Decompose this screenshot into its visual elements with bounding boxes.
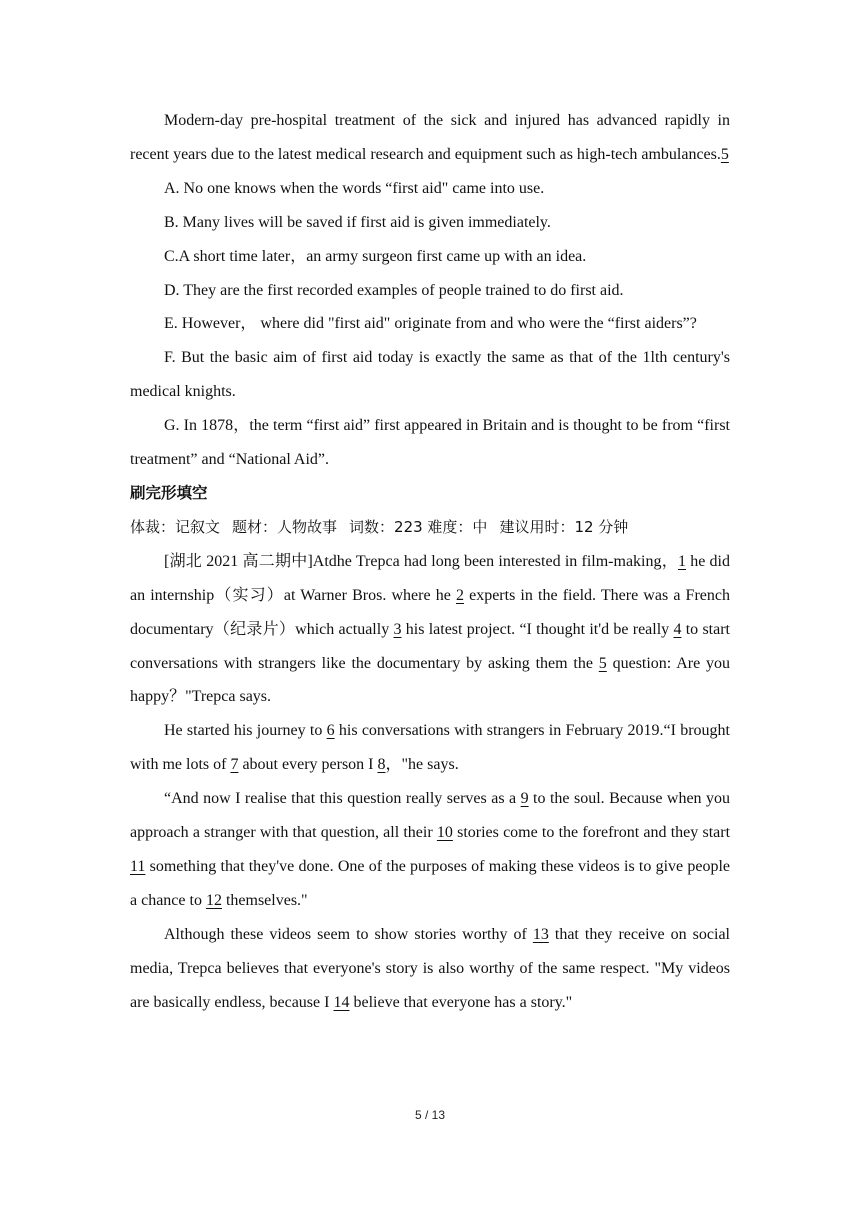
blank-number: 11: [130, 857, 146, 875]
blank-number: 7: [230, 756, 239, 774]
blank-number: 1: [677, 552, 686, 570]
blank-number: 5: [598, 654, 607, 672]
cloze-text: He started his journey to: [164, 722, 327, 740]
page-number: 5 / 13: [414, 1108, 446, 1122]
meta-topic: 题材：人物故事: [232, 517, 338, 536]
meta-genre: 体裁：记叙文: [130, 517, 221, 536]
option-a: A. No one knows when the words “first aid" came into use.: [164, 179, 545, 197]
cloze-paragraph: [130, 545, 730, 715]
cloze-paragraph: [130, 918, 730, 1020]
option-c: C.A short time later，an army surgeon first came up with an idea.: [164, 247, 587, 265]
blank-number: 12: [205, 891, 222, 909]
blank-number: 6: [326, 722, 335, 740]
blank-number: 13: [532, 925, 549, 943]
meta-words: 词数：223 难度：中: [349, 517, 488, 536]
cloze-paragraph: [130, 714, 730, 782]
meta-time: 建议用时：12 分钟: [499, 517, 629, 536]
option-e: E. However， where did "first aid" originate from and who were the “first aiders”?: [164, 315, 697, 333]
cloze-text: about every person I: [238, 756, 378, 774]
cloze-text: [湖北 2021 高二期中]Atdhe Trepca had long been interested in film-making，: [164, 552, 678, 570]
option-g: G. In 1878，the term “first aid” first appeared in Britain and is thought to be from “first treatment” and “National Aid”.: [130, 417, 730, 469]
cloze-text: question: Are you happy？"Trepca says.: [130, 654, 730, 706]
cloze-text: ，"he says.: [385, 756, 459, 774]
section-heading: 刷完形填空: [130, 483, 208, 502]
cloze-text: “And now I realise that this question really serves as a: [164, 790, 521, 808]
cloze-text: to start conversations with strangers like the documentary by asking them the: [130, 620, 730, 672]
cloze-text: experts in the field. There was a French documentary（纪录片）which actually: [130, 586, 730, 638]
cloze-paragraph: [130, 782, 730, 918]
cloze-text: themselves.": [221, 891, 308, 909]
cloze-text: to the soul. Because when you approach a stranger with that question, all their: [130, 790, 731, 842]
blank-number: 4: [673, 620, 682, 638]
blank-number: 10: [436, 824, 453, 842]
document-page: [130, 104, 730, 1019]
cloze-text: something that they've done. One of the purposes of making these videos is to give people a chance to: [130, 857, 730, 909]
blank-number: 14: [333, 993, 350, 1011]
cloze-text: believe that everyone has a story.": [349, 993, 573, 1011]
option-b: B. Many lives will be saved if first aid is given immediately.: [164, 213, 551, 231]
passage-text: Modern-day pre-hospital treatment of the sick and injured has advanced rapidly in recent years due to the latest medical research and equipment such as high-tech ambulances.: [130, 112, 730, 163]
cloze-text: he did an internship（实习）at Warner Bros. where he: [130, 552, 730, 604]
passage-paragraph: [130, 104, 730, 172]
cloze-text: his conversations with strangers in February 2019.“I brought with me lots of: [130, 722, 730, 774]
cloze-text: his latest project. “I thought it'd be really: [401, 620, 674, 638]
exercise-meta: [130, 511, 730, 545]
blank-number: 8: [377, 756, 386, 774]
blank-number: 3: [393, 620, 402, 638]
option-f: F. But the basic aim of first aid today is exactly the same as that of the 1lth century's medical knights.: [130, 349, 730, 401]
cloze-text: that they receive on social media, Trepca believes that everyone's story is also worthy of the same respect. "My videos are basically endless, because I: [130, 925, 730, 1011]
blank-number: 5: [720, 145, 729, 163]
cloze-text: Although these videos seem to show stories worthy of: [164, 925, 533, 943]
blank-number: 9: [520, 790, 529, 808]
option-d: D. They are the first recorded examples of people trained to do first aid.: [164, 281, 624, 299]
blank-number: 2: [455, 586, 464, 604]
cloze-text: stories come to the forefront and they start: [452, 824, 731, 842]
